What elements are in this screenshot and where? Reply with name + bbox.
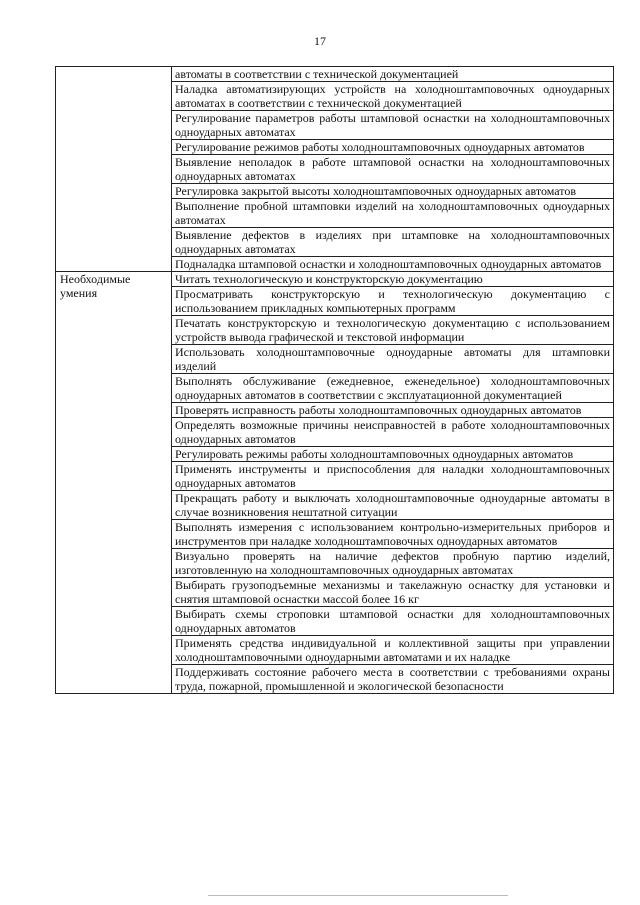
- page-number: 17: [314, 34, 326, 48]
- section-row-text: Поддерживать состояние рабочего места в соответствии с требованиями охраны труда, пожарной, промышленной и экологической безопасности: [172, 665, 614, 694]
- section-row-text: Выполнение пробной штамповки изделий на холодноштамповочных одноударных автоматах: [172, 199, 614, 228]
- requirements-table: [55, 66, 614, 694]
- section-row-text: Регулировка закрытой высоты холодноштамповочных одноударных автоматов: [172, 184, 614, 199]
- section-row-text: Прекращать работу и выключать холодноштамповочные одноударные автоматы в случае возникновения нештатной ситуации: [172, 491, 614, 520]
- section-row-text: Выполнять обслуживание (ежедневное, еженедельное) холодноштамповочных одноударных автоматов в соответствии с эксплуатационной документацией: [172, 374, 614, 403]
- section-row-text: Выполнять измерения с использованием контрольно-измерительных приборов и инструментов при наладке холодноштамповочных одноударных автоматов: [172, 520, 614, 549]
- section-row-text: Применять средства индивидуальной и коллективной защиты при управлении холодноштамповочными одноударными автоматами и их наладке: [172, 636, 614, 665]
- section-row-text: Регулирование режимов работы холодноштамповочных одноударных автоматов: [172, 140, 614, 155]
- section-row-text: автоматы в соответствии с технической документацией: [172, 67, 614, 82]
- table-row: [56, 67, 614, 82]
- section-row-text: Регулировать режимы работы холодноштамповочных одноударных автоматов: [172, 447, 614, 462]
- section-row-text: Визуально проверять на наличие дефектов пробную партию изделий, изготовленную на холодноштамповочных одноударных автоматах: [172, 549, 614, 578]
- section-row-text: Определять возможные причины неисправностей в работе холодноштамповочных одноударных автоматов: [172, 418, 614, 447]
- table-row: [56, 272, 614, 287]
- section-row-text: Подналадка штамповой оснастки и холодноштамповочных одноударных автоматов: [172, 257, 614, 272]
- section-label: [56, 67, 172, 272]
- section-row-text: Выбирать грузоподъемные механизмы и такелажную оснастку для установки и снятия штамповой оснастки массой более 16 кг: [172, 578, 614, 607]
- section-row-text: Проверять исправность работы холодноштамповочных одноударных автоматов: [172, 403, 614, 418]
- section-row-text: Печатать конструкторскую и технологическую документацию с использованием устройств вывода графической и текстовой информации: [172, 316, 614, 345]
- section-row-text: Применять инструменты и приспособления для наладки холодноштамповочных одноударных автоматов: [172, 462, 614, 491]
- section-row-text: Выявление дефектов в изделиях при штамповке на холодноштамповочных одноударных автоматах: [172, 228, 614, 257]
- section-row-text: Читать технологическую и конструкторскую документацию: [172, 272, 614, 287]
- section-row-text: Выявление неполадок в работе штамповой оснастки на холодноштамповочных одноударных автоматах: [172, 155, 614, 184]
- section-row-text: Использовать холодноштамповочные одноударные автоматы для штамповки изделий: [172, 345, 614, 374]
- section-row-text: Выбирать схемы строповки штамповой оснастки для холодноштамповочных одноударных автоматов: [172, 607, 614, 636]
- requirements-table-body: [56, 67, 614, 694]
- section-row-text: Регулирование параметров работы штамповой оснастки на холодноштамповочных одноударных автоматах: [172, 111, 614, 140]
- section-row-text: Просматривать конструкторскую и технологическую документацию с использованием прикладных компьютерных программ: [172, 287, 614, 316]
- section-row-text: Наладка автоматизирующих устройств на холодноштамповочных одноударных автоматах в соответствии с технической документацией: [172, 82, 614, 111]
- bottom-rule: [208, 895, 508, 896]
- section-label: Необходимые умения: [56, 272, 172, 694]
